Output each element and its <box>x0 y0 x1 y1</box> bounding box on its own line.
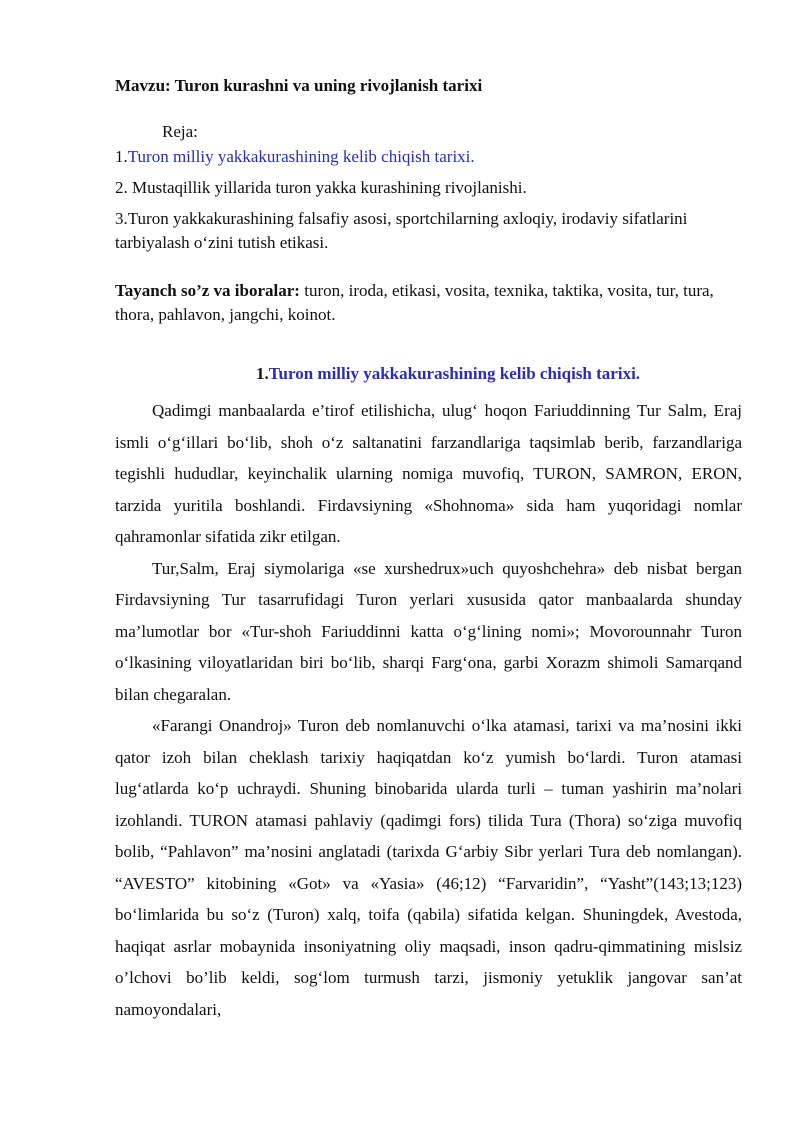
section-title: Turon milliy yakkakurashining kelib chiqish tarixi. <box>268 364 641 383</box>
plan-item-2: 2. Mustaqillik yillarida turon yakka kurashining rivojlanishi. <box>115 178 527 197</box>
keywords-text: turon, iroda, etikasi, vosita, texnika, taktika, vosita, tur, tura, thora, pahlavon, jangchi, koinot. <box>115 281 714 324</box>
paragraph-1: Qadimgi manbaalarda e’tirof etilishicha, ulug‘ hoqon Fariuddinning Tur Salm, Eraj ismli o‘g‘illari bo‘lib, shoh o‘z saltanatini farzandlariga taqsimlab berib, farzandlariga tegishli hududlar, keyinchalik ularning nomiga muvofiq, TURON, SAMRON, ERON, tarzida yuritila boshlandi. Firdavsiyning «Shohnoma» sida ham yuqoridagi nomlar qahramonlar sifatida zikr etilgan. <box>115 401 742 546</box>
section-number: 1. <box>256 364 269 383</box>
plan-item-1 <box>115 145 742 169</box>
keywords-paragraph <box>115 279 742 327</box>
body-text <box>115 395 742 1025</box>
paragraph-3: «Farangi Onandroj» Turon deb nomlanuvchi o‘lka atamasi, tarixi va ma’nosini ikki qator izoh bilan cheklash tarixiy haqiqatdan ko‘z yumish bo‘lardi. Turon atamasi lug‘atlarda ko‘p uchraydi. Shuning binobarida ularda turli – tuman yashirin ma’nolari izohlandi. TURON atamasi pahlaviy (qadimgi fors) tilida Tura (Thora) so‘ziga muvofiq bolib, “Pahlavon” ma’nosini anglatadi (tarixda G‘arbiy Sibr yerlari Tura deb nomlangan). “AVESTO” kitobining «Got» va «Yasia» (46;12) “Farvaridin”, “Yasht”(143;13;123) bo‘limlarida bu so‘z (Turon) xalq, toifa (qabila) sifatida kelgan. Shuningdek, Avestoda, haqiqat asrlar mobaynida insoniyatning oliy maqsadi, inson qadru-qimmatining mislsiz o’lchovi bo’lib keldi, sog‘lom turmush tarzi, jismoniy yetuklik jangovar san’at namoyondalari, <box>115 716 742 1019</box>
plan-item-1-number: 1. <box>115 147 128 166</box>
document-title: Mavzu: Turon kurashni va uning rivojlanish tarixi <box>115 76 483 95</box>
paragraph-2: Tur,Salm, Eraj siymolariga «se xurshedrux»uch quyoshchehra» deb nisbat bergan Firdavsiyning Tur tasarrufidagi Turon yerlari xususida qator manbaalarda shunday ma’lumotlar bor «Tur-shoh Fariuddinni katta o‘g‘lining nomi»; Movorounnahr Turon o‘lkasining viloyatlaridan biri bo‘lib, sharqi Farg‘ona, garbi Xorazm shimoli Samarqand bilan chegaralan. <box>115 558 742 704</box>
plan-item-3: 3.Turon yakkakurashining falsafiy asosi, sportchilarning axloqiy, irodaviy sifatlarini tarbiyalash o‘zini tutish etikasi. <box>115 209 688 252</box>
plan-label: Reja: <box>162 122 198 141</box>
section-heading <box>256 364 640 384</box>
plan-item-1-text: Turon milliy yakkakurashining kelib chiqish tarixi. <box>127 147 475 166</box>
keywords-label: Tayanch so’z va iboralar: <box>115 281 300 300</box>
